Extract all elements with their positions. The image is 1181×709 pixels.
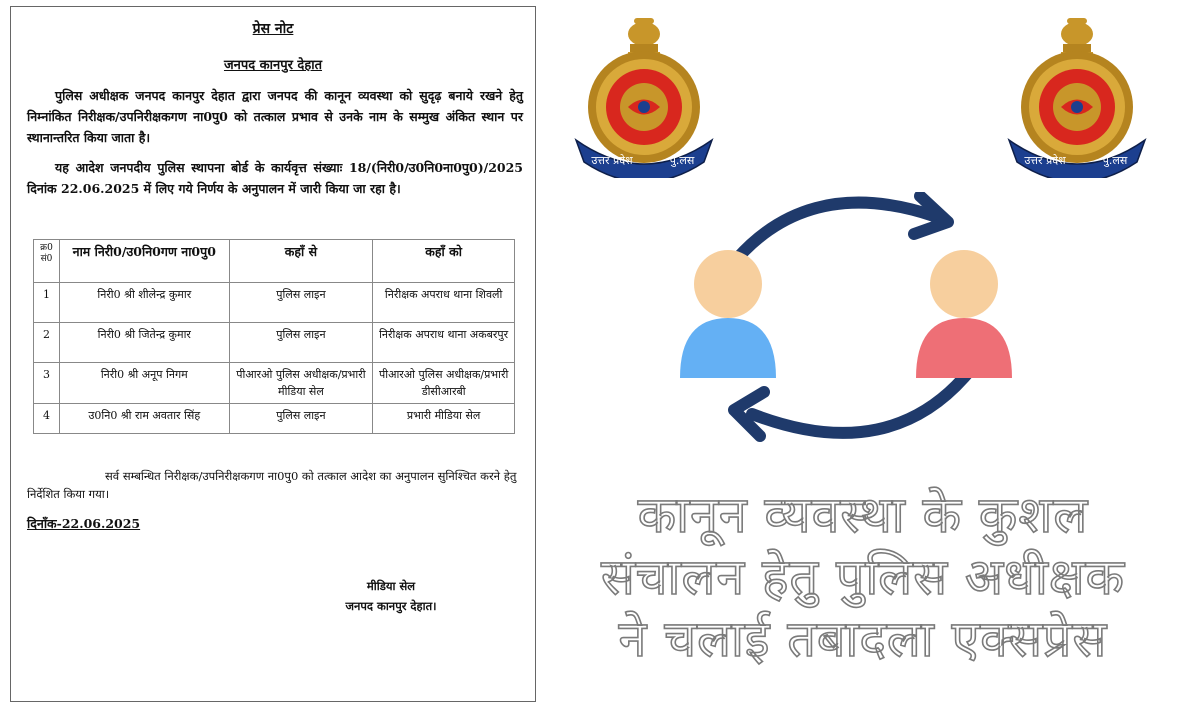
paragraph-1: पुलिस अधीक्षक जनपद कानपुर देहात द्वारा जनपद की कानून व्यवस्था को सुदृढ़ बनाये रखने हेतु निम्नांकित निरीक्षक/उपनिरीक्षकगण ना0पु0 को तत्काल प्रभाव से उनके नाम के सम्मुख अंकित स्थान पर स्थानान्तरित किया जाता है। (27, 88, 523, 145)
table-row (34, 283, 515, 323)
cell-serial: 4 (34, 404, 60, 434)
cell-from: पीआरओ पुलिस अधीक्षक/प्रभारी मीडिया सेल (229, 363, 373, 404)
header-name: नाम निरी0/उ0नि0गण ना0पु0 (59, 240, 229, 283)
header-to: कहाँ को (373, 240, 515, 283)
headline-line-1: कानून व्यवस्था के कुशल (637, 486, 1089, 544)
cell-to: प्रभारी मीडिया सेल (373, 404, 515, 434)
paragraph-3: सर्व सम्बन्धित निरीक्षक/उपनिरीक्षकगण ना0पु0 को तत्काल आदेश का अनुपालन सुनिश्चित करने हेतु निर्देशित किया गया। (27, 469, 517, 501)
cell-serial: 1 (34, 283, 60, 323)
paragraph-2: यह आदेश जनपदीय पुलिस स्थापना बोर्ड के कार्यवृत्त संख्याः 18/(निरी0/उ0नि0ना0पु0)/2025 दिनांक 22.06.2025 में लिए गये निर्णय के अनुपालन में जारी किया जा रहा है। (27, 160, 523, 196)
document-subtitle: जनपद कानपुर देहात (223, 58, 323, 73)
transfer-graphic (672, 192, 1024, 448)
cell-serial: 2 (34, 323, 60, 363)
emblem-right-word-left: उत्तर प्रदेश (1024, 154, 1066, 167)
cell-name: निरी0 श्री जितेन्द्र कुमार (59, 323, 229, 363)
emblem-left-word-left: उत्तर प्रदेश (591, 154, 633, 167)
emblem-left-word-right: पु.लस (669, 154, 695, 167)
table-row (34, 404, 515, 434)
cell-from: पुलिस लाइन (229, 283, 373, 323)
person-right-icon (916, 250, 1012, 378)
cell-name: निरी0 श्री अनूप निगम (59, 363, 229, 404)
emblem-right-word-right: पु.लस (1102, 154, 1128, 167)
cell-to: पीआरओ पुलिस अधीक्षक/प्रभारी डीसीआरबी (373, 363, 515, 404)
cell-from: पुलिस लाइन (229, 323, 373, 363)
cell-serial: 3 (34, 363, 60, 404)
signature-line-2: जनपद कानपुर देहात। (345, 599, 437, 613)
cell-name: निरी0 श्री शीलेन्द्र कुमार (59, 283, 229, 323)
arrow-top-icon (726, 203, 934, 272)
document-title: प्रेस नोट (252, 21, 294, 37)
header-serial: क्र0 सं0 (34, 240, 60, 283)
press-note-document (10, 6, 536, 702)
headline (548, 484, 1178, 670)
cell-to: निरीक्षक अपराध थाना अकबरपुर (373, 323, 515, 363)
headline-line-3: ने चलाई तबादला एक्सप्रेस (618, 610, 1108, 668)
table-header-row (34, 240, 515, 283)
transfer-table (33, 239, 515, 434)
person-left-icon (680, 250, 776, 378)
cell-name: उ0नि0 श्री राम अवतार सिंह (59, 404, 229, 434)
up-police-emblem-right (1005, 12, 1149, 178)
up-police-emblem-left (572, 12, 716, 178)
cell-from: पुलिस लाइन (229, 404, 373, 434)
table-row (34, 363, 515, 404)
header-from: कहाँ से (229, 240, 373, 283)
cell-to: निरीक्षक अपराध थाना शिवली (373, 283, 515, 323)
signature-line-1: मीडिया सेल (366, 579, 416, 593)
table-row (34, 323, 515, 363)
document-date: दिनाँक-22.06.2025 (27, 516, 141, 531)
headline-line-2: संचालन हेतु पुलिस अधीक्षक (600, 548, 1126, 606)
